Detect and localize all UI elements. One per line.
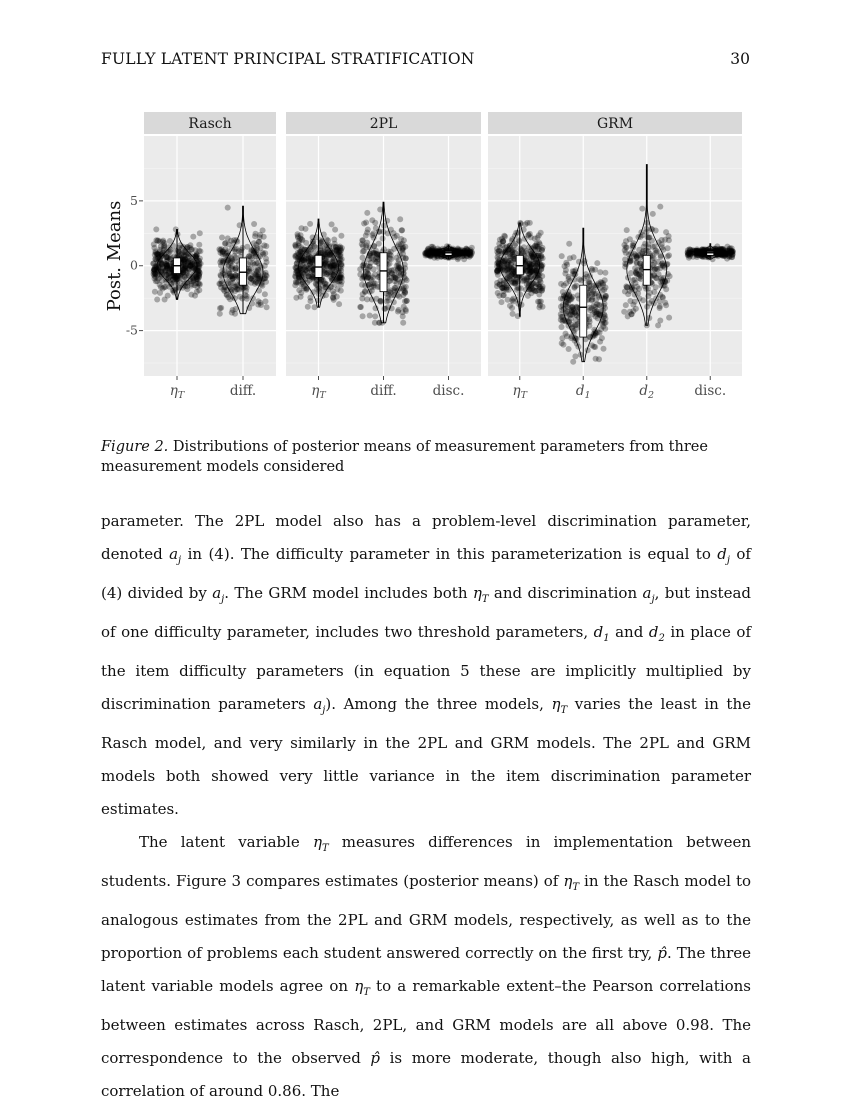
data-point — [663, 302, 669, 308]
data-point — [524, 268, 530, 274]
x-tick-label: disc. — [432, 383, 465, 399]
data-point — [567, 255, 573, 261]
data-point — [152, 289, 158, 295]
data-point — [364, 210, 370, 216]
data-point — [381, 223, 387, 229]
data-point — [563, 267, 569, 273]
x-tick-label-sub: 1 — [584, 390, 591, 401]
data-point — [399, 227, 405, 233]
data-point — [469, 245, 475, 251]
data-point — [359, 241, 365, 247]
data-point — [360, 255, 366, 261]
data-point — [325, 270, 331, 276]
data-point — [658, 262, 664, 268]
data-point — [224, 292, 230, 298]
data-point — [572, 309, 578, 315]
data-point — [367, 313, 373, 319]
data-point — [218, 305, 224, 311]
x-tick-label — [576, 383, 591, 401]
data-point — [666, 233, 672, 239]
data-point — [535, 282, 541, 288]
math-symbol: p̂ — [370, 1049, 381, 1067]
data-point — [398, 236, 404, 242]
data-point — [305, 266, 311, 272]
panel-2pl — [286, 112, 481, 401]
data-point — [331, 263, 337, 269]
data-point — [162, 297, 168, 303]
data-point — [630, 277, 636, 283]
data-point — [659, 294, 665, 300]
data-point — [337, 248, 343, 254]
data-point — [583, 271, 589, 277]
text-run: to a remarkable extent–the Pearson correlations between estimates across Rasch, 2PL, and GRM models are all above 0.98. The correspondence to the observed — [101, 977, 752, 1067]
data-point — [220, 249, 226, 255]
data-point — [244, 244, 250, 250]
data-point — [314, 286, 320, 292]
data-point — [227, 274, 233, 280]
data-point — [627, 298, 633, 304]
text-run: ). Among the three models, — [325, 695, 552, 713]
data-point — [194, 253, 200, 259]
math-symbol: $a_j$ — [169, 545, 182, 566]
text-run: in the Rasch model to analogous estimates from the 2PL and GRM models, respectively, as well as to the proportion of problems each student answered correctly on the first try, — [101, 872, 751, 962]
figure-2-chart — [100, 106, 750, 406]
x-tick-label — [170, 383, 185, 401]
math-symbol: $a_j$ — [313, 695, 326, 716]
x-tick-label-sub: T — [520, 390, 527, 401]
data-point — [601, 346, 607, 352]
data-point — [524, 220, 530, 226]
data-point — [594, 301, 600, 307]
math-symbol: $d_2$ — [648, 623, 665, 644]
data-point — [391, 230, 397, 236]
data-point — [330, 294, 336, 300]
x-tick-label — [639, 383, 654, 401]
x-tick-label-sub: T — [319, 390, 326, 401]
data-point — [180, 266, 186, 272]
data-point — [564, 262, 570, 268]
data-point — [559, 253, 565, 259]
data-point — [380, 236, 386, 242]
data-point — [400, 320, 406, 326]
data-point — [180, 257, 186, 263]
data-point — [510, 311, 516, 317]
data-point — [651, 255, 657, 261]
data-point — [217, 311, 223, 317]
data-point — [624, 227, 630, 233]
data-point — [657, 318, 663, 324]
box — [580, 285, 587, 337]
data-point — [396, 264, 402, 270]
data-point — [164, 254, 170, 260]
data-point — [568, 295, 574, 301]
data-point — [559, 340, 565, 346]
data-point — [657, 204, 663, 210]
data-point — [223, 240, 229, 246]
panel-rasch — [144, 112, 276, 401]
data-point — [332, 241, 338, 247]
text-run: and discrimination — [488, 584, 643, 602]
data-point — [566, 346, 572, 352]
data-point — [660, 247, 666, 253]
data-point — [599, 288, 605, 294]
data-point — [570, 359, 576, 365]
data-point — [195, 281, 201, 287]
text-run: parameter. The 2PL model also has a problem-level discrimination parameter, denoted — [101, 512, 751, 563]
data-point — [573, 283, 579, 289]
data-point — [225, 205, 231, 211]
panel-grm — [488, 112, 742, 401]
data-point — [666, 315, 672, 321]
data-point — [369, 232, 375, 238]
data-point — [659, 241, 665, 247]
data-point — [301, 285, 307, 291]
x-tick-label-sub: 2 — [648, 390, 655, 401]
data-point — [305, 304, 311, 310]
data-point — [625, 313, 631, 319]
data-point — [151, 245, 157, 251]
data-point — [363, 220, 369, 226]
y-tick-label: 5 — [130, 192, 138, 208]
data-point — [160, 238, 166, 244]
data-point — [362, 288, 368, 294]
data-point — [358, 304, 364, 310]
data-point — [397, 216, 403, 222]
data-point — [251, 278, 257, 284]
data-point — [253, 260, 259, 266]
data-point — [663, 286, 669, 292]
paragraph — [101, 826, 751, 1108]
text-run: , but instead of one difficulty parameter, includes two threshold parameters, — [101, 584, 751, 641]
data-point — [495, 290, 501, 296]
data-point — [360, 249, 366, 255]
data-point — [510, 299, 516, 305]
data-point — [189, 292, 195, 298]
data-point — [194, 289, 200, 295]
data-point — [561, 283, 567, 289]
data-point — [645, 286, 651, 292]
x-tick-label-sub: T — [177, 390, 185, 401]
data-point — [513, 241, 519, 247]
data-point — [295, 250, 301, 256]
facet-title: GRM — [596, 116, 634, 132]
data-point — [591, 283, 597, 289]
data-point — [639, 249, 645, 255]
data-point — [257, 232, 263, 238]
data-point — [262, 291, 268, 297]
data-point — [197, 230, 203, 236]
data-point — [239, 286, 245, 292]
data-point — [494, 246, 500, 252]
data-point — [263, 298, 269, 304]
data-point — [400, 292, 406, 298]
data-point — [307, 221, 313, 227]
data-point — [158, 284, 164, 290]
data-point — [231, 240, 237, 246]
data-point — [569, 304, 575, 310]
data-point — [623, 238, 629, 244]
data-point — [376, 241, 382, 247]
data-point — [559, 324, 565, 330]
data-point — [592, 309, 598, 315]
data-point — [256, 239, 262, 245]
data-point — [525, 293, 531, 299]
math-symbol: $d_j$ — [717, 545, 730, 566]
data-point — [299, 225, 305, 231]
x-tick-label-base: η — [311, 383, 320, 399]
data-point — [530, 261, 536, 267]
caption-text: Distributions of posterior means of measurement parameters from three measurement models considered — [101, 439, 708, 475]
data-point — [357, 266, 363, 272]
body-text — [101, 505, 751, 1108]
math-symbol: $\eta_T$ — [563, 872, 580, 893]
data-point — [338, 288, 344, 294]
data-point — [364, 240, 370, 246]
data-point — [591, 344, 597, 350]
x-tick-label-base: d — [575, 383, 585, 399]
data-point — [400, 285, 406, 291]
data-point — [232, 267, 238, 273]
data-point — [293, 295, 299, 301]
data-point — [318, 277, 324, 283]
data-point — [596, 356, 602, 362]
data-point — [501, 280, 507, 286]
data-point — [219, 235, 225, 241]
data-point — [599, 335, 605, 341]
data-point — [645, 241, 651, 247]
data-point — [153, 226, 159, 232]
data-point — [602, 270, 608, 276]
data-point — [252, 233, 258, 239]
data-point — [652, 243, 658, 249]
data-point — [255, 298, 261, 304]
data-point — [338, 272, 344, 278]
math-symbol: $\eta_T$ — [551, 695, 568, 716]
facet-title: 2PL — [369, 116, 398, 132]
data-point — [647, 234, 653, 240]
math-symbol: $\eta_T$ — [354, 977, 370, 998]
data-point — [539, 288, 545, 294]
running-title: FULLY LATENT PRINCIPAL STRATIFICATION — [101, 50, 475, 68]
data-point — [526, 232, 532, 238]
data-point — [153, 237, 159, 243]
data-point — [630, 308, 636, 314]
data-point — [332, 227, 338, 233]
text-run: and — [609, 623, 649, 641]
x-tick-label — [311, 383, 326, 401]
data-point — [338, 233, 344, 239]
text-run: The latent variable — [139, 833, 313, 851]
data-point — [387, 287, 393, 293]
data-point — [329, 221, 335, 227]
figure-label: Figure 2 — [101, 439, 164, 455]
data-point — [295, 233, 301, 239]
data-point — [599, 321, 605, 327]
data-point — [537, 299, 543, 305]
data-point — [330, 288, 336, 294]
math-symbol: $a_j$ — [212, 584, 225, 605]
data-point — [624, 244, 630, 250]
data-point — [372, 313, 378, 319]
data-point — [180, 276, 186, 282]
data-point — [589, 296, 595, 302]
data-point — [161, 244, 167, 250]
data-point — [623, 302, 629, 308]
data-point — [260, 250, 266, 256]
data-point — [400, 245, 406, 251]
data-point — [249, 255, 255, 261]
data-point — [572, 353, 578, 359]
facet-title: Rasch — [188, 116, 232, 132]
y-tick-label: -5 — [125, 322, 138, 338]
data-point — [597, 269, 603, 275]
data-point — [264, 304, 270, 310]
data-point — [307, 295, 313, 301]
data-point — [196, 242, 202, 248]
data-point — [251, 221, 257, 227]
text-run: in (4). The difficulty parameter in this parameterization is equal to — [181, 545, 718, 563]
data-point — [336, 301, 342, 307]
box — [380, 253, 387, 292]
data-point — [232, 311, 238, 317]
data-point — [501, 292, 507, 298]
data-point — [263, 243, 269, 249]
data-point — [164, 263, 170, 269]
x-tick-label: diff. — [370, 383, 397, 399]
data-point — [496, 241, 502, 247]
x-tick-label: disc. — [694, 383, 727, 399]
data-point — [157, 290, 163, 296]
data-point — [501, 233, 507, 239]
data-point — [258, 282, 264, 288]
x-tick-label-base: η — [169, 383, 178, 399]
data-point — [594, 260, 600, 266]
data-point — [523, 250, 529, 256]
data-point — [298, 244, 304, 250]
data-point — [602, 277, 608, 283]
group-ηT — [150, 226, 203, 302]
data-point — [360, 313, 366, 319]
data-point — [518, 285, 524, 291]
data-point — [639, 206, 645, 212]
data-point — [638, 276, 644, 282]
data-point — [505, 254, 511, 260]
data-point — [494, 268, 500, 274]
math-symbol: $d_1$ — [593, 623, 610, 644]
math-symbol: $a_j$ — [642, 584, 655, 605]
data-point — [509, 305, 515, 311]
data-point — [403, 255, 409, 261]
data-point — [327, 252, 333, 258]
data-point — [536, 232, 542, 238]
data-point — [404, 298, 410, 304]
data-point — [396, 307, 402, 313]
math-symbol: $\eta_T$ — [312, 833, 329, 854]
data-point — [367, 281, 373, 287]
data-point — [184, 286, 190, 292]
x-tick-label — [513, 383, 528, 401]
data-point — [650, 211, 656, 217]
x-tick-label-base: η — [512, 383, 521, 399]
data-point — [389, 292, 395, 298]
data-point — [632, 265, 638, 271]
text-run: of (4) divided by — [101, 545, 751, 602]
data-point — [393, 275, 399, 281]
data-point — [244, 293, 250, 299]
data-point — [388, 256, 394, 262]
data-point — [540, 304, 546, 310]
data-point — [190, 234, 196, 240]
data-point — [657, 303, 663, 309]
data-point — [597, 330, 603, 336]
x-tick-label-base: d — [639, 383, 649, 399]
paragraph — [101, 505, 751, 826]
page-number: 30 — [730, 50, 750, 68]
math-symbol: $\eta_T$ — [472, 584, 489, 605]
data-point — [189, 246, 195, 252]
data-point — [364, 230, 370, 236]
data-point — [389, 270, 395, 276]
math-symbol: p̂ — [657, 944, 667, 962]
data-point — [165, 272, 171, 278]
text-run: in place of the item difficulty parameters (in equation 5 these are implicitly multiplied by discrimination parameters — [101, 623, 751, 713]
data-point — [666, 252, 672, 258]
data-point — [292, 242, 298, 248]
text-run: is more moderate, though also high, with a correlation of around 0.86. The — [101, 1049, 751, 1100]
data-point — [499, 251, 505, 257]
data-point — [322, 249, 328, 255]
group-disc. — [422, 243, 475, 262]
data-point — [320, 293, 326, 299]
data-point — [586, 279, 592, 285]
group-ηT — [494, 220, 546, 319]
text-run: measures differences in implementation between students. Figure 3 compares estimates (posterior means) of — [101, 833, 751, 890]
data-point — [603, 293, 609, 299]
data-point — [229, 257, 235, 263]
data-point — [384, 218, 390, 224]
data-point — [564, 333, 570, 339]
data-point — [296, 287, 302, 293]
data-point — [374, 296, 380, 302]
text-run: varies the least in the Rasch model, and very similarly in the 2PL and GRM models. The 2PL and GRM models both showed very little variance in the item discrimination parameter estimates. — [101, 695, 751, 818]
data-point — [196, 275, 202, 281]
x-tick-label: diff. — [229, 383, 257, 399]
data-point — [667, 273, 673, 279]
data-point — [566, 241, 572, 247]
y-axis-label: Post. Means — [104, 200, 125, 312]
data-point — [634, 271, 640, 277]
data-point — [369, 217, 375, 223]
data-point — [311, 243, 317, 249]
text-run: . The GRM model includes both — [224, 584, 473, 602]
figure-caption: Figure 2. Distributions of posterior means of measurement parameters from three measurement models considered — [101, 439, 708, 475]
text-run: . The three latent variable models agree on — [101, 944, 751, 995]
data-point — [656, 271, 662, 277]
data-point — [499, 299, 505, 305]
data-point — [154, 297, 160, 303]
data-point — [624, 284, 630, 290]
y-tick-label: 0 — [130, 257, 138, 273]
data-point — [653, 265, 659, 271]
